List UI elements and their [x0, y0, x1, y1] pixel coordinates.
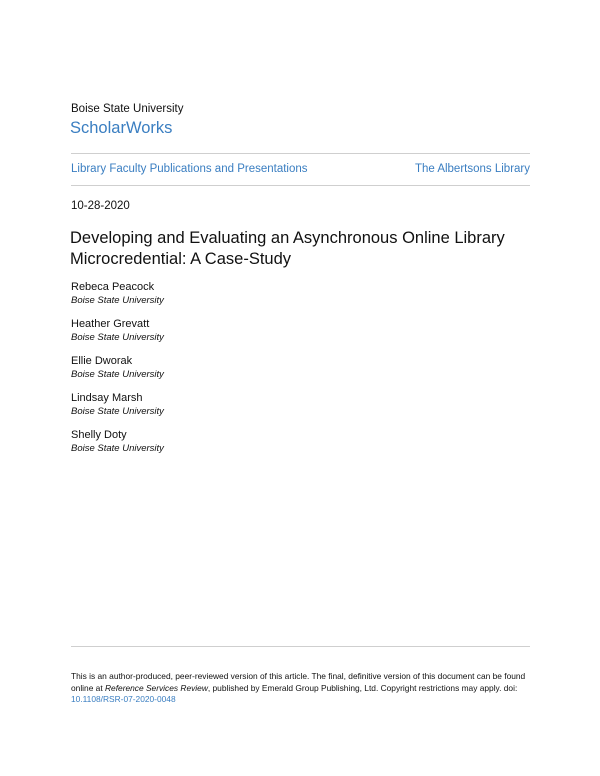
author-affiliation: Boise State University — [71, 332, 164, 343]
department-link[interactable]: The Albertsons Library — [414, 163, 530, 175]
divider-top — [71, 153, 530, 154]
notice-text-after: , published by Emerald Group Publishing, Ltd. Copyright restrictions may apply. doi: — [207, 682, 518, 693]
author-name: Ellie Dworak — [71, 355, 133, 367]
notice-text-before: This is an author-produced, peer-reviewed version of this article. The final, definitive version of this document can be found online at — [71, 671, 526, 693]
author-name: Rebeca Peacock — [71, 281, 155, 293]
publication-date: 10-28-2020 — [71, 200, 130, 212]
collection-link[interactable]: Library Faculty Publications and Presentations — [71, 163, 308, 175]
author-name: Lindsay Marsh — [71, 392, 143, 404]
scholarworks-link[interactable]: ScholarWorks — [70, 119, 173, 137]
author-affiliation: Boise State University — [71, 443, 164, 454]
author-affiliation: Boise State University — [71, 369, 164, 380]
author-name: Shelly Doty — [71, 429, 127, 441]
author-item — [71, 355, 164, 392]
author-item — [71, 429, 164, 466]
doi-link[interactable]: 10.1108/RSR-07-2020-0048 — [71, 694, 176, 705]
institution-name: Boise State University — [71, 103, 184, 115]
author-affiliation: Boise State University — [71, 295, 164, 306]
author-item — [71, 392, 164, 429]
article-title: Developing and Evaluating an Asynchronous Online Library Microcredential: A Case-Study — [70, 229, 505, 268]
divider-middle — [71, 185, 530, 186]
divider-bottom — [71, 646, 530, 647]
author-affiliation: Boise State University — [71, 406, 164, 417]
author-item — [71, 281, 164, 318]
author-name: Heather Grevatt — [71, 318, 150, 330]
journal-name: Reference Services Review — [105, 682, 208, 693]
copyright-notice — [71, 671, 533, 706]
author-list — [71, 281, 164, 466]
author-item — [71, 318, 164, 355]
